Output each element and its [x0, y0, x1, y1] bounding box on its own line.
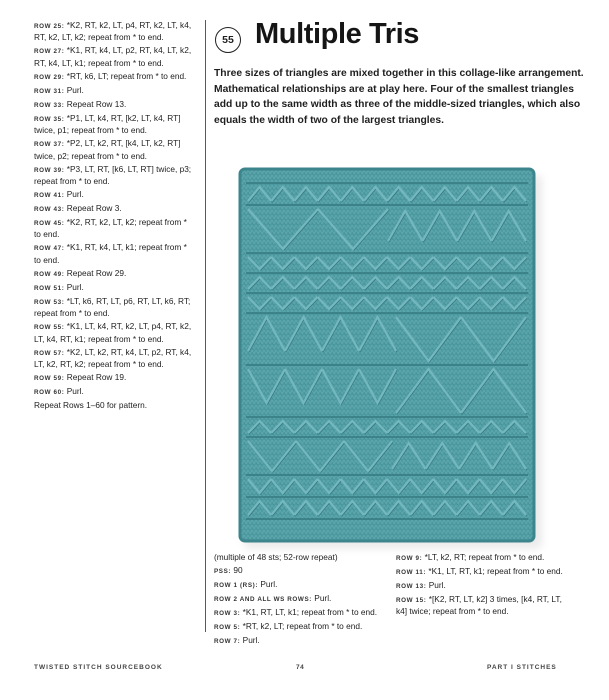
intro-paragraph: Three sizes of triangles are mixed together in this collage-like arrangement. Mathematical relationships are at play here. Four of the smallest triangles add up to the same width as three of the middle-sized triangles, which also equals the width of two of the largest triangles.: [214, 68, 584, 126]
row-label: PSS:: [214, 568, 232, 575]
instruction-row: [396, 566, 572, 578]
row-label: ROW 9:: [396, 555, 423, 562]
instruction-row: [214, 593, 384, 605]
row-text: *K2, RT, k2, LT, k2; repeat from * to end.: [34, 217, 187, 240]
row-text: *LT, k6, RT, LT, p6, RT, LT, k6, RT; repeat from * to end.: [34, 295, 191, 319]
instruction-row: [34, 138, 192, 162]
row-text: Purl.: [242, 635, 260, 645]
row-label: ROW 37:: [34, 141, 65, 149]
instruction-row: [396, 552, 572, 564]
knitted-swatch-image: [236, 165, 538, 545]
instruction-row: [214, 635, 384, 647]
row-label: ROW 47:: [34, 245, 65, 253]
instruction-row: [396, 594, 572, 618]
row-label: ROW 43:: [34, 206, 65, 214]
row-text: 90: [233, 565, 243, 575]
row-text: *K1, RT, k4, LT, k1; repeat from * to end.: [34, 242, 187, 265]
row-text: *P2, LT, k2, RT, [k4, LT, k2, RT] twice, p2; repeat from * to end.: [34, 138, 181, 161]
footer-page-number: 74: [296, 664, 305, 671]
row-label: ROW 35:: [34, 115, 65, 123]
row-label: ROW 49:: [34, 270, 65, 278]
instruction-row: [34, 203, 192, 215]
row-label: ROW 15:: [396, 597, 427, 604]
row-text: Purl.: [428, 580, 446, 590]
row-text: Purl.: [66, 189, 84, 200]
row-label: ROW 31:: [34, 87, 65, 95]
row-text: Purl.: [260, 579, 278, 589]
row-label: ROW 1 (RS):: [214, 582, 259, 589]
instruction-row: [34, 20, 192, 44]
row-text: Purl.: [66, 281, 84, 292]
row-text: *K1, RT, LT, k1; repeat from * to end.: [242, 607, 378, 617]
instruction-row: [34, 164, 192, 188]
row-label: ROW 25:: [34, 23, 65, 30]
instruction-row: [214, 579, 384, 591]
instruction-row: [34, 113, 192, 137]
footer-section: PART I STITCHES: [487, 664, 557, 671]
row-text: *LT, k2, RT; repeat from * to end.: [424, 552, 545, 562]
instruction-row: [34, 85, 192, 97]
row-label: ROW 39:: [34, 166, 65, 174]
row-text: Repeat Rows 1–60 for pattern.: [34, 400, 147, 411]
instruction-row: [34, 372, 192, 384]
instruction-row: [34, 99, 192, 111]
row-label: ROW 13:: [396, 583, 427, 590]
instruction-row: [34, 282, 192, 294]
row-text: *P1, LT, k4, RT, [k2, LT, k4, RT] twice, p1; repeat from * to end.: [34, 112, 181, 136]
row-text: (multiple of 48 sts; 52-row repeat): [214, 552, 338, 562]
row-text: Purl.: [66, 386, 84, 397]
row-text: *K2, LT, k2, RT, k4, LT, p2, RT, k4, LT, k2, RT, k2; repeat from * to end.: [34, 346, 192, 370]
instruction-row: [214, 621, 384, 633]
instruction-row: [34, 71, 192, 83]
row-label: ROW 60:: [34, 389, 65, 397]
instruction-row: [214, 607, 384, 619]
instruction-row: [34, 217, 192, 241]
page-title: Multiple Tris: [255, 18, 419, 50]
row-text: Repeat Row 29.: [66, 267, 127, 278]
row-text: Purl.: [66, 84, 84, 95]
row-label: ROW 53:: [34, 298, 65, 306]
instruction-row: [34, 400, 192, 411]
row-text: *[K2, RT, LT, k2] 3 times, [k4, RT, LT, k4] twice; repeat from * to end.: [396, 594, 562, 617]
instructions-column-a: [214, 552, 384, 649]
row-label: ROW 51:: [34, 284, 65, 292]
row-label: ROW 55:: [34, 324, 65, 332]
instruction-row: [34, 321, 192, 345]
instruction-row: [214, 552, 384, 563]
row-label: ROW 33:: [34, 101, 65, 109]
left-column: [34, 20, 192, 413]
instruction-row: [34, 296, 192, 320]
instructions-column-b: [396, 552, 572, 619]
row-text: *RT, k6, LT; repeat from * to end.: [66, 70, 187, 81]
row-text: Repeat Row 3.: [66, 203, 122, 214]
instruction-row: [34, 386, 192, 398]
row-text: *K1, LT, RT, k1; repeat from * to end.: [428, 566, 563, 576]
instruction-row: [34, 45, 192, 69]
row-label: ROW 3:: [214, 610, 241, 617]
row-text: *K2, RT, k2, LT, p4, RT, k2, LT, k4, RT, k2, LT, k2; repeat from * to end.: [34, 20, 192, 43]
row-label: ROW 7:: [214, 638, 241, 645]
row-label: ROW 41:: [34, 192, 65, 200]
row-label: ROW 2 AND ALL WS ROWS:: [214, 596, 312, 603]
instruction-row: [214, 565, 384, 577]
instruction-row: [34, 189, 192, 201]
footer-book-title: TWISTED STITCH SOURCEBOOK: [34, 664, 163, 671]
instruction-row: [396, 580, 572, 592]
row-label: ROW 59:: [34, 375, 65, 383]
instruction-row: [34, 268, 192, 280]
row-text: Purl.: [314, 593, 332, 603]
swatch-photo: [236, 165, 538, 545]
pattern-number-badge: 55: [215, 27, 241, 53]
row-label: ROW 5:: [214, 624, 241, 631]
row-text: *P3, LT, RT, [k6, LT, RT] twice, p3; repeat from * to end.: [34, 163, 192, 187]
row-text: *K1, LT, k4, RT, k2, LT, p4, RT, k2, LT, k4, RT, k1; repeat from * to end.: [34, 321, 192, 344]
row-text: Repeat Row 19.: [66, 372, 127, 383]
column-divider: [205, 20, 206, 632]
row-text: *RT, k2, LT; repeat from * to end.: [242, 621, 363, 631]
row-text: *K1, RT, k4, LT, p2, RT, k4, LT, k2, RT, k4, LT, k1; repeat from * to end.: [34, 45, 192, 68]
instruction-row: [34, 242, 192, 266]
row-text: Repeat Row 13.: [66, 98, 127, 109]
row-label: ROW 27:: [34, 48, 65, 56]
row-label: ROW 29:: [34, 73, 65, 81]
row-label: ROW 11:: [396, 569, 427, 576]
instruction-row: [34, 347, 192, 371]
row-label: ROW 57:: [34, 349, 65, 357]
row-label: ROW 45:: [34, 220, 65, 228]
